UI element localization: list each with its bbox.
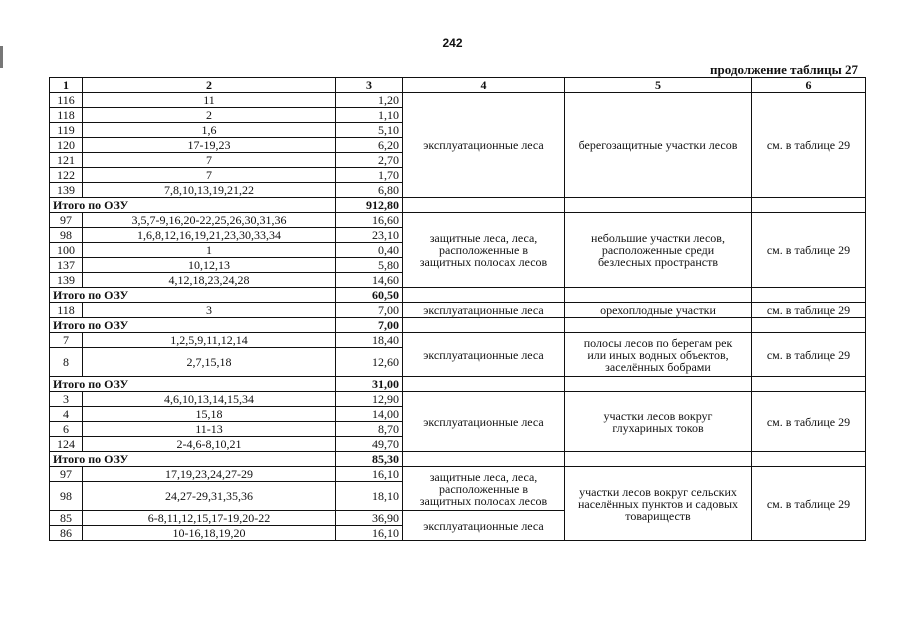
cell-line: орехоплодные участки (600, 303, 716, 317)
table-row (50, 392, 866, 407)
quarter-number-cell: 98 (50, 228, 83, 243)
area-cell: 1,20 (336, 93, 403, 108)
forest-category-cell (403, 213, 565, 288)
empty-cell-col-5 (565, 288, 752, 303)
protective-zone-type-cell (565, 213, 752, 288)
area-cell: 12,90 (336, 392, 403, 407)
protective-zone-type-cell (565, 467, 752, 541)
column-header-3: 3 (336, 78, 403, 93)
empty-cell-col-5 (565, 198, 752, 213)
cell-line: эксплуатационные леса (423, 414, 544, 429)
area-cell: 14,60 (336, 273, 403, 288)
quarter-number-cell: 119 (50, 123, 83, 138)
forest-category-cell (403, 511, 565, 541)
cell-line: глухариных токов (612, 420, 704, 435)
allotment-list-cell: 1 (83, 243, 336, 258)
empty-cell-col-4 (403, 198, 565, 213)
empty-cell-col-5 (565, 318, 752, 333)
allotment-list-cell: 1,6,8,12,16,19,21,23,30,33,34 (83, 228, 336, 243)
empty-cell-col-6 (752, 377, 866, 392)
protective-zone-type-cell (565, 303, 752, 318)
allotment-list-cell: 11 (83, 93, 336, 108)
empty-cell-col-6 (752, 318, 866, 333)
allotment-list-cell: 2 (83, 108, 336, 123)
cell-line: или иных водных объектов, (587, 347, 729, 362)
allotment-list-cell: 1,6 (83, 123, 336, 138)
empty-cell-col-5 (565, 377, 752, 392)
protective-zone-type-cell (565, 333, 752, 377)
quarter-number-cell: 100 (50, 243, 83, 258)
empty-cell-col-6 (752, 452, 866, 467)
quarter-number-cell: 86 (50, 526, 83, 541)
area-cell: 6,80 (336, 183, 403, 198)
allotment-list-cell: 2,7,15,18 (83, 348, 336, 377)
quarter-number-cell: 118 (50, 108, 83, 123)
cell-line: эксплуатационные леса (423, 303, 544, 317)
total-label-cell: Итого по ОЗУ (50, 198, 336, 213)
allotment-list-cell: 7 (83, 153, 336, 168)
total-row (50, 288, 866, 303)
forest-category-cell (403, 467, 565, 511)
allotment-list-cell: 11-13 (83, 422, 336, 437)
area-cell: 18,40 (336, 333, 403, 348)
empty-cell-col-5 (565, 452, 752, 467)
cell-line: расположенные в (439, 243, 528, 257)
quarter-number-cell: 3 (50, 392, 83, 407)
protective-zone-type-cell (565, 93, 752, 198)
table-continuation-caption: продолжение таблицы 27 (710, 62, 858, 77)
area-cell: 0,40 (336, 243, 403, 258)
allotment-list-cell: 15,18 (83, 407, 336, 422)
allotment-list-cell: 10-16,18,19,20 (83, 526, 336, 541)
quarter-number-cell: 124 (50, 437, 83, 452)
column-header-6: 6 (752, 78, 866, 93)
table-row (50, 213, 866, 228)
allotment-list-cell: 6-8,11,12,15,17-19,20-22 (83, 511, 336, 526)
total-label-cell: Итого по ОЗУ (50, 288, 336, 303)
area-cell: 16,10 (336, 467, 403, 482)
quarter-number-cell: 97 (50, 213, 83, 228)
area-cell: 6,20 (336, 138, 403, 153)
area-cell: 12,60 (336, 348, 403, 377)
reference-cell: см. в таблице 29 (752, 333, 866, 377)
column-header-4: 4 (403, 78, 565, 93)
area-cell: 8,70 (336, 422, 403, 437)
forest-category-cell (403, 303, 565, 318)
area-cell: 23,10 (336, 228, 403, 243)
cell-line: расположенные в (439, 481, 528, 496)
cell-line: защитные леса, леса, (429, 469, 538, 484)
quarter-number-cell: 137 (50, 258, 83, 273)
area-cell: 14,00 (336, 407, 403, 422)
reference-cell: см. в таблице 29 (752, 392, 866, 452)
quarter-number-cell: 122 (50, 168, 83, 183)
quarter-number-cell: 98 (50, 482, 83, 511)
allotment-list-cell: 1,2,5,9,11,12,14 (83, 333, 336, 348)
quarter-number-cell: 4 (50, 407, 83, 422)
reference-cell: см. в таблице 29 (752, 93, 866, 198)
quarter-number-cell: 116 (50, 93, 83, 108)
quarter-number-cell: 97 (50, 467, 83, 482)
area-cell: 36,90 (336, 511, 403, 526)
quarter-number-cell: 120 (50, 138, 83, 153)
total-area-cell: 60,50 (336, 288, 403, 303)
allotment-list-cell: 2-4,6-8,10,21 (83, 437, 336, 452)
allotment-list-cell: 24,27-29,31,35,36 (83, 482, 336, 511)
allotment-list-cell: 4,6,10,13,14,15,34 (83, 392, 336, 407)
empty-cell-col-4 (403, 318, 565, 333)
cell-line: безлесных пространств (597, 255, 718, 269)
cell-line: заселённых бобрами (605, 359, 711, 374)
quarter-number-cell: 8 (50, 348, 83, 377)
area-cell: 18,10 (336, 482, 403, 511)
total-row (50, 452, 866, 467)
total-area-cell: 31,00 (336, 377, 403, 392)
allotment-list-cell: 3,5,7-9,16,20-22,25,26,30,31,36 (83, 213, 336, 228)
quarter-number-cell: 7 (50, 333, 83, 348)
total-label-cell: Итого по ОЗУ (50, 318, 336, 333)
empty-cell-col-6 (752, 288, 866, 303)
cell-line: участки лесов вокруг (603, 408, 713, 423)
area-cell: 1,10 (336, 108, 403, 123)
total-label-cell: Итого по ОЗУ (50, 452, 336, 467)
total-area-cell: 7,00 (336, 318, 403, 333)
page-number: 242 (442, 36, 463, 50)
column-header-1: 1 (50, 78, 83, 93)
area-cell: 16,60 (336, 213, 403, 228)
area-cell: 7,00 (336, 303, 403, 318)
quarter-number-cell: 139 (50, 183, 83, 198)
cell-line: товариществ (625, 508, 691, 523)
table-row (50, 93, 866, 108)
area-cell: 2,70 (336, 153, 403, 168)
area-cell: 5,10 (336, 123, 403, 138)
quarter-number-cell: 139 (50, 273, 83, 288)
reference-cell: см. в таблице 29 (752, 213, 866, 288)
table-row (50, 303, 866, 318)
cell-line: эксплуатационные леса (423, 347, 544, 362)
cell-line: расположенные среди (601, 243, 715, 257)
cell-line: участки лесов вокруг сельских (579, 484, 737, 499)
total-area-cell: 912,80 (336, 198, 403, 213)
allotment-list-cell: 7,8,10,13,19,21,22 (83, 183, 336, 198)
cell-line: защитных полосах лесов (419, 255, 548, 269)
protective-zone-type-cell (565, 392, 752, 452)
empty-cell-col-4 (403, 377, 565, 392)
forest-category-cell (403, 333, 565, 377)
table-body (50, 93, 866, 541)
total-row (50, 318, 866, 333)
reference-cell: см. в таблице 29 (752, 467, 866, 541)
forest-areas-table (49, 77, 866, 541)
allotment-list-cell: 3 (83, 303, 336, 318)
quarter-number-cell: 85 (50, 511, 83, 526)
allotment-list-cell: 10,12,13 (83, 258, 336, 273)
area-cell: 16,10 (336, 526, 403, 541)
cell-line: эксплуатационные леса (423, 518, 544, 533)
area-cell: 5,80 (336, 258, 403, 273)
total-row (50, 377, 866, 392)
forest-category-cell (403, 392, 565, 452)
total-area-cell: 85,30 (336, 452, 403, 467)
cell-line: населённых пунктов и садовых (577, 496, 739, 511)
table-row (50, 467, 866, 482)
header-row (50, 78, 866, 93)
allotment-list-cell: 17,19,23,24,27-29 (83, 467, 336, 482)
cell-line: защитные леса, леса, (429, 231, 538, 245)
quarter-number-cell: 6 (50, 422, 83, 437)
total-row (50, 198, 866, 213)
cell-line: полосы лесов по берегам рек (583, 335, 733, 350)
column-header-2: 2 (83, 78, 336, 93)
allotment-list-cell: 17-19,23 (83, 138, 336, 153)
cell-line: небольшие участки лесов, (591, 231, 725, 245)
quarter-number-cell: 118 (50, 303, 83, 318)
column-header-5: 5 (565, 78, 752, 93)
empty-cell-col-4 (403, 452, 565, 467)
area-cell: 49,70 (336, 437, 403, 452)
table-row (50, 333, 866, 348)
cell-line: эксплуатационные леса (423, 138, 544, 152)
empty-cell-col-6 (752, 198, 866, 213)
quarter-number-cell: 121 (50, 153, 83, 168)
cell-line: защитных полосах лесов (419, 493, 548, 508)
forest-category-cell (403, 93, 565, 198)
empty-cell-col-4 (403, 288, 565, 303)
reference-cell: см. в таблице 29 (752, 303, 866, 318)
cell-line: берегозащитные участки лесов (578, 138, 738, 152)
allotment-list-cell: 4,12,18,23,24,28 (83, 273, 336, 288)
total-label-cell: Итого по ОЗУ (50, 377, 336, 392)
area-cell: 1,70 (336, 168, 403, 183)
allotment-list-cell: 7 (83, 168, 336, 183)
